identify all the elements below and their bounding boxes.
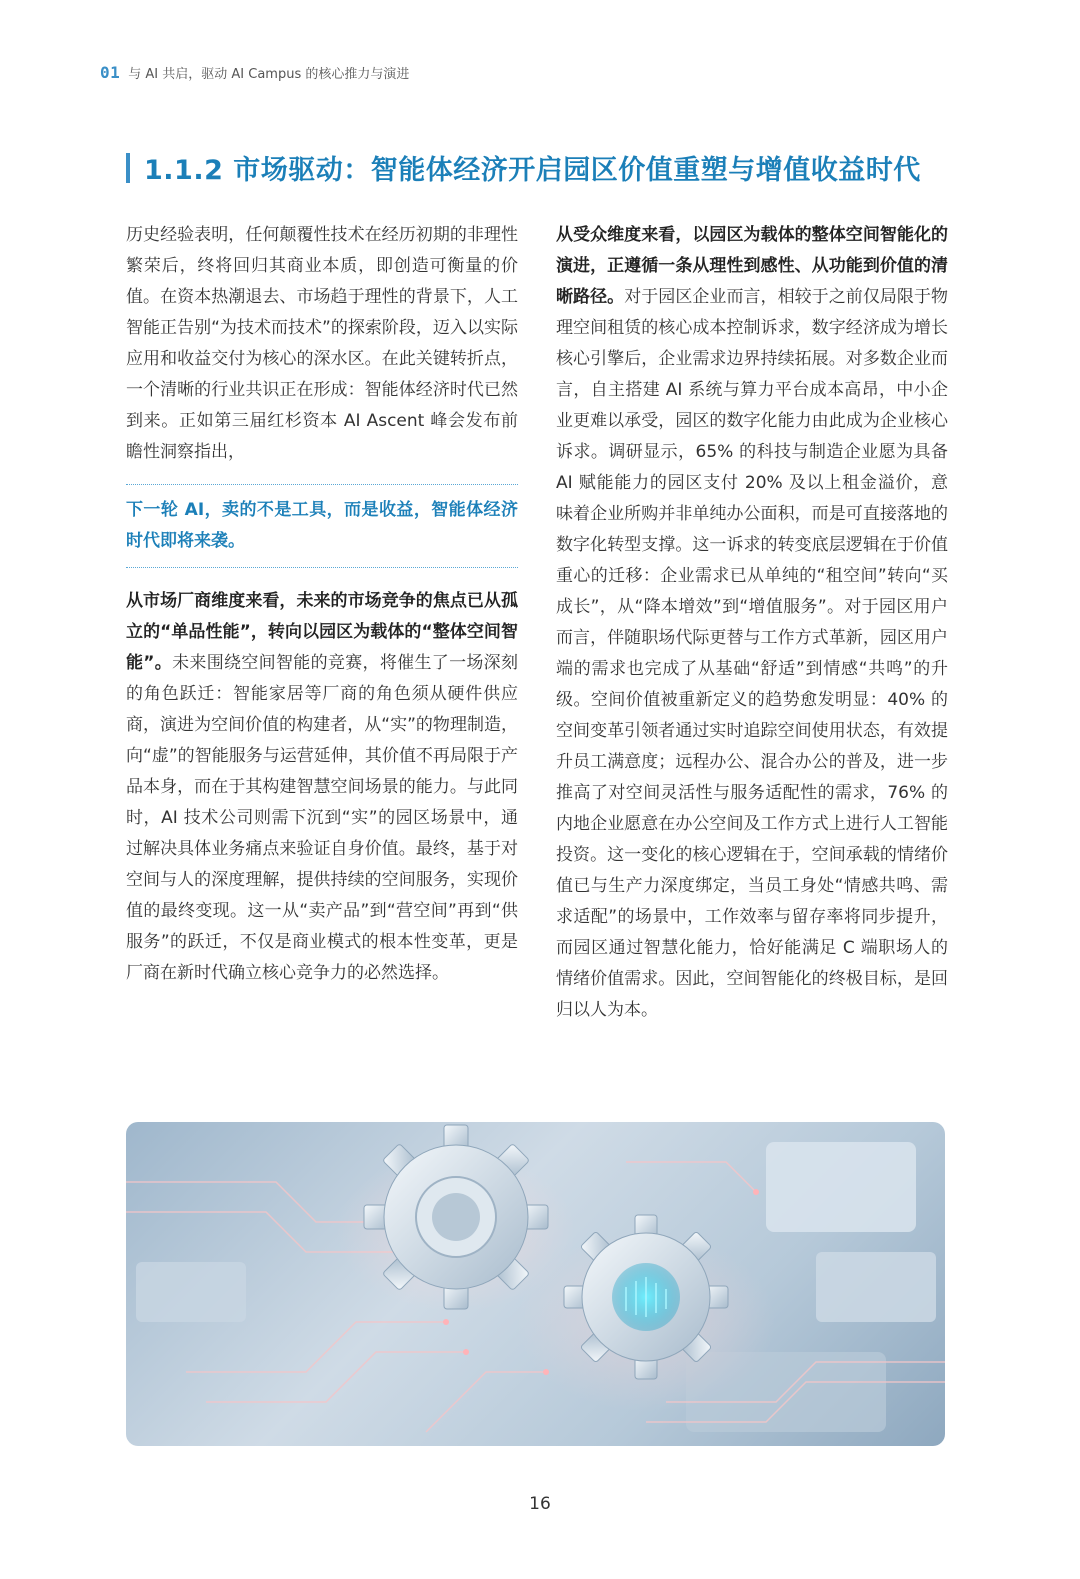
left-paragraph-2-lead: 从市场厂商维度来看，未来的市场竞争的焦点已从孤立的“单品性能”，转向以园区为载体的“整体空间智能”。 (126, 591, 518, 673)
right-paragraph-lead: 从受众维度来看，以园区为载体的整体空间智能化的演进，正遵循一条从理性到感性、从功能到价值的清晰路径。 (556, 225, 948, 307)
left-column (126, 220, 518, 989)
left-paragraph-2-body: 未来围绕空间智能的竞赛，将催生了一场深刻的角色跃迁：智能家居等厂商的角色须从硬件供应商，演进为空间价值的构建者，从“实”的物理制造，向“虚”的智能服务与运营延伸，其价值不再局限于产品本身，而在于其构建智慧空间场景的能力。与此同时，AI 技术公司则需下沉到“实”的园区场景中，通过解决具体业务痛点来验证自身价值。最终，基于对空间与人的深度理解，提供持续的空间服务，实现价值的最终变现。这一从“卖产品”到“营空间”再到“供服务”的跃迁，不仅是商业模式的根本性变革，更是厂商在新时代确立核心竞争力的必然选择。 (126, 653, 518, 983)
section-title: 1.1.2 市场驱动：智能体经济开启园区价值重塑与增值收益时代 (144, 155, 921, 186)
right-paragraph (556, 220, 948, 1026)
right-column (556, 220, 948, 1026)
left-paragraph-1: 历史经验表明，任何颠覆性技术在经历初期的非理性繁荣后，终将回归其商业本质，即创造可衡量的价值。在资本热潮退去、市场趋于理性的背景下，人工智能正告别“为技术而技术”的探索阶段，迈入以实际应用和收益交付为核心的深水区。在此关键转折点，一个清晰的行业共识正在形成：智能体经济时代已然到来。正如第三届红杉资本 AI Ascent 峰会发布前瞻性洞察指出， (126, 225, 518, 462)
pull-quote: 下一轮 AI，卖的不是工具，而是收益，智能体经济时代即将来袭。 (126, 484, 518, 568)
gears-circuit-artwork (126, 1122, 945, 1446)
heading-accent-bar (126, 153, 130, 183)
gears-circuit-illustration (126, 1122, 945, 1446)
right-paragraph-body: 对于园区企业而言，相较于之前仅局限于物理空间租赁的核心成本控制诉求，数字经济成为增长核心引擎后，企业需求边界持续拓展。对多数企业而言，自主搭建 AI 系统与算力平台成本高昂，中小企业更难以承受，园区的数字化能力由此成为企业核心诉求。调研显示，65% 的科技与制造企业愿为具备 AI 赋能能力的园区支付 20% 及以上租金溢价，意味着企业所购并非单纯办公面积，而是可直接落地的数字化转型支撑。这一诉求的转变底层逻辑在于价值重心的迁移：企业需求已从单纯的“租空间”转向“买成长”，从“降本增效”到“增值服务”。对于园区用户而言，伴随职场代际更替与工作方式革新，园区用户端的需求也完成了从基础“舒适”到情感“共鸣”的升级。空间价值被重新定义的趋势愈发明显：40% 的空间变革引领者通过实时追踪空间使用状态，有效提升员工满意度；远程办公、混合办公的普及，进一步推高了对空间灵活性与服务适配性的需求，76% 的内地企业愿意在办公空间及工作方式上进行人工智能投资。这一变化的核心逻辑在于，空间承载的情绪价值已与生产力深度绑定，当员工身处“情感共鸣、需求适配”的场景中，工作效率与留存率将同步提升，而园区通过智慧化能力，恰好能满足 C 端职场人的情绪价值需求。因此，空间智能化的终极目标，是回归以人为本。 (556, 287, 949, 1020)
running-header (100, 60, 409, 84)
chapter-title: 与 AI 共启，驱动 AI Campus 的核心推力与演进 (128, 66, 410, 82)
left-paragraph-2 (126, 586, 518, 989)
page-number: 16 (529, 1494, 551, 1514)
chapter-number: 01 (100, 62, 121, 82)
section-heading (126, 148, 966, 187)
